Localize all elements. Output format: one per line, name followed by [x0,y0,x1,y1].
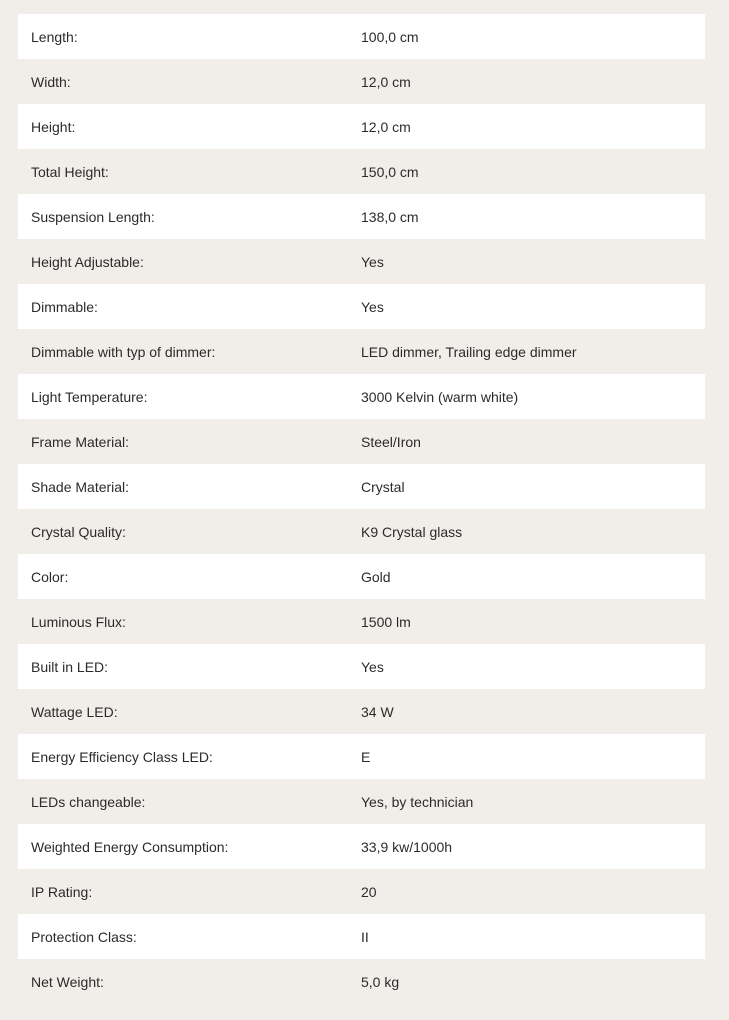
spec-value: Yes, by technician [361,793,474,810]
spec-label: Width: [31,73,71,90]
spec-value: 12,0 cm [361,73,411,90]
spec-label: Net Weight: [31,973,104,990]
spec-row-dimmable [18,284,705,329]
spec-value: 3000 Kelvin (warm white) [361,388,519,405]
spec-label: Shade Material: [31,478,130,495]
spec-row-luminous-flux [18,599,705,644]
spec-value: Yes [361,298,384,315]
spec-value: Yes [361,658,384,675]
spec-label: Light Temperature: [31,388,148,405]
spec-row-light-temperature [18,374,705,419]
spec-row-built-in-led [18,644,705,689]
spec-value: Steel/Iron [361,433,421,450]
spec-row-frame-material [18,419,705,464]
spec-label: Wattage LED: [31,703,118,720]
spec-label: Height Adjustable: [31,253,144,270]
spec-value: 5,0 kg [361,973,400,990]
spec-row-net-weight [18,959,705,1004]
spec-value: 100,0 cm [361,28,419,45]
spec-label: Color: [31,568,69,585]
spec-value: II [361,928,369,945]
spec-label: Dimmable: [31,298,98,315]
spec-label: Energy Efficiency Class LED: [31,748,213,765]
spec-label: Built in LED: [31,658,109,675]
spec-row-protection-class [18,914,705,959]
spec-label: Height: [31,118,76,135]
spec-value: 34 W [361,703,394,720]
spec-label: Luminous Flux: [31,613,126,630]
spec-value: Yes [361,253,384,270]
spec-label: Total Height: [31,163,109,180]
spec-value: 12,0 cm [361,118,411,135]
spec-row-ip-rating [18,869,705,914]
spec-value: Crystal [361,478,405,495]
spec-row-total-height [18,149,705,194]
spec-label: Dimmable with typ of dimmer: [31,343,216,360]
spec-label: IP Rating: [31,883,93,900]
spec-row-height-adjustable [18,239,705,284]
spec-row-energy-consumption [18,824,705,869]
spec-label: Length: [31,28,78,45]
spec-value: 20 [361,883,377,900]
spec-row-wattage-led [18,689,705,734]
spec-value: 138,0 cm [361,208,419,225]
spec-value: 1500 lm [361,613,411,630]
spec-value: K9 Crystal glass [361,523,463,540]
spec-row-shade-material [18,464,705,509]
spec-row-crystal-quality [18,509,705,554]
spec-row-width [18,59,705,104]
spec-label: Weighted Energy Consumption: [31,838,229,855]
spec-row-suspension-length [18,194,705,239]
spec-value: 150,0 cm [361,163,419,180]
spec-label: Suspension Length: [31,208,155,225]
spec-label: LEDs changeable: [31,793,146,810]
spec-value: Gold [361,568,391,585]
spec-table [18,14,705,1004]
spec-row-dimmer-type [18,329,705,374]
spec-label: Frame Material: [31,433,130,450]
spec-value: E [361,748,371,765]
spec-value: LED dimmer, Trailing edge dimmer [361,343,577,360]
spec-label: Protection Class: [31,928,137,945]
spec-value: 33,9 kw/1000h [361,838,453,855]
spec-row-color [18,554,705,599]
spec-row-length [18,14,705,59]
spec-row-height [18,104,705,149]
spec-row-energy-class [18,734,705,779]
spec-label: Crystal Quality: [31,523,126,540]
spec-row-leds-changeable [18,779,705,824]
